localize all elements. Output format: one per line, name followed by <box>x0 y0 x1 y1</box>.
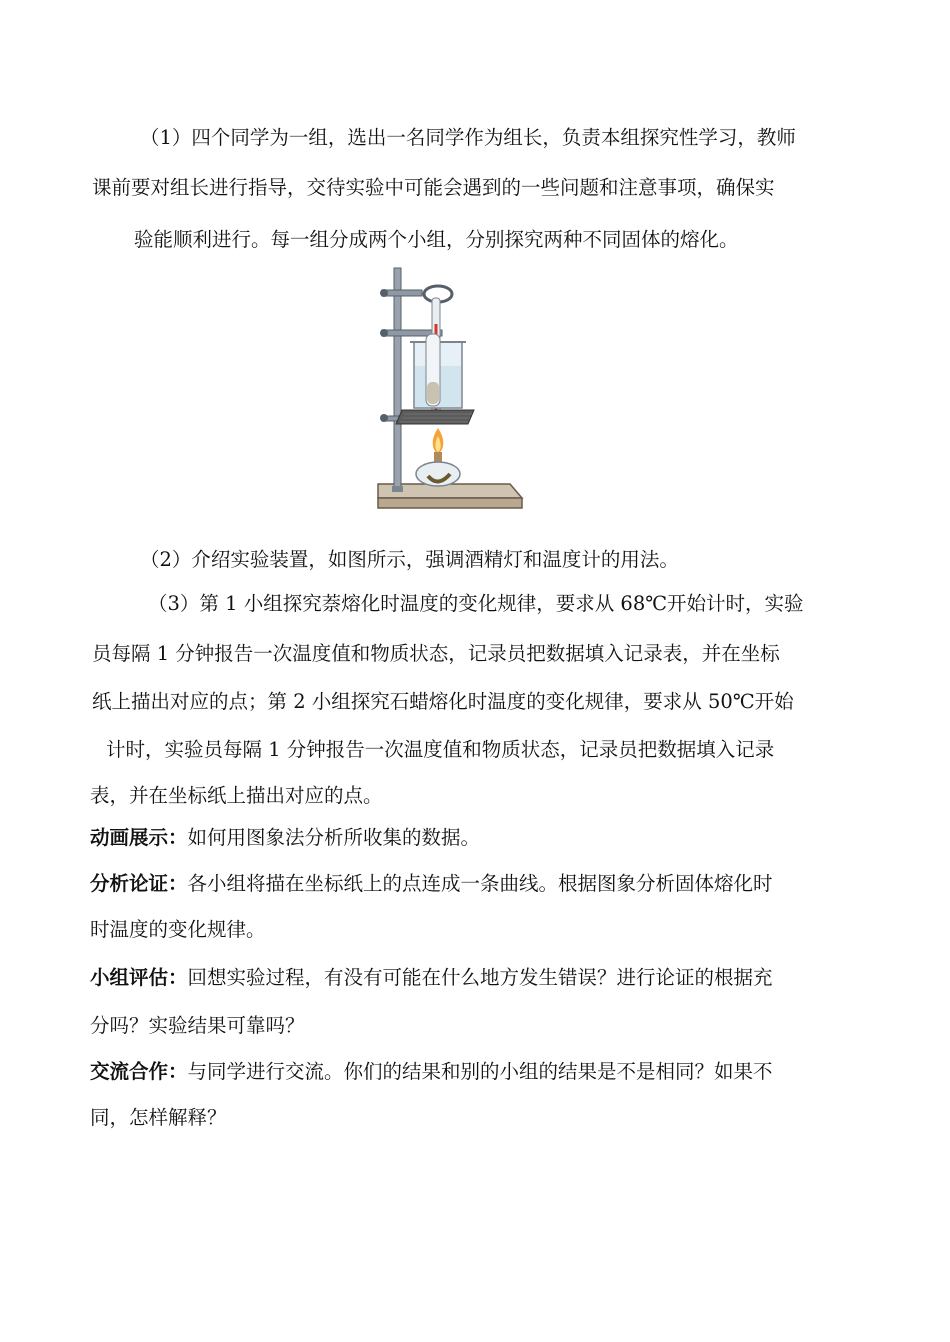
evaluation-text-1: 回想实验过程，有没有可能在什么地方发生错误？进行论证的根据充 <box>187 966 773 989</box>
animation-paragraph <box>90 824 480 852</box>
experiment-apparatus-illustration <box>370 262 530 518</box>
analysis-line-2: 时温度的变化规律。 <box>90 918 266 941</box>
analysis-text-1: 各小组将描在坐标纸上的点连成一条曲线。根据图象分析固体熔化时 <box>187 872 773 895</box>
paragraph-1-line-3: 验能顺利进行。每一组分成两个小组，分别探究两种不同固体的熔化。 <box>134 228 739 251</box>
analysis-line-1 <box>90 870 773 898</box>
evaluation-line-1 <box>90 964 773 992</box>
animation-label: 动画展示： <box>90 826 188 849</box>
paragraph-3-line-2: 员每隔 1 分钟报告一次温度值和物质状态，记录员把数据填入记录表，并在坐标 <box>92 642 780 665</box>
exchange-text-1: 与同学进行交流。你们的结果和别的小组的结果是不是相同？如果不 <box>187 1060 773 1083</box>
exchange-label: 交流合作： <box>90 1060 188 1083</box>
exchange-line-2: 同，怎样解释？ <box>90 1106 227 1129</box>
exchange-line-1 <box>90 1058 773 1086</box>
paragraph-3-line-4: 计时，实验员每隔 1 分钟报告一次温度值和物质状态，记录员把数据填入记录 <box>106 738 775 761</box>
paragraph-3-line-3: 纸上描出对应的点；第 2 小组探究石蜡熔化时温度的变化规律，要求从 50℃开始 <box>92 690 794 713</box>
analysis-label: 分析论证： <box>90 872 188 895</box>
paragraph-3-line-1: （3）第 1 小组探究萘熔化时温度的变化规律，要求从 68℃开始计时，实验 <box>148 592 804 615</box>
paragraph-1-line-1: （1）四个同学为一组，选出一名同学作为组长，负责本组探究性学习，教师 <box>140 126 796 149</box>
animation-text: 如何用图象法分析所收集的数据。 <box>187 826 481 849</box>
evaluation-line-2: 分吗？实验结果可靠吗？ <box>90 1014 305 1037</box>
paragraph-1-line-2: 课前要对组长进行指导，交待实验中可能会遇到的一些问题和注意事项，确保实 <box>92 176 775 199</box>
paragraph-2-line-1: （2）介绍实验装置，如图所示，强调酒精灯和温度计的用法。 <box>140 548 679 571</box>
paragraph-3-line-5: 表，并在坐标纸上描出对应的点。 <box>90 784 383 807</box>
evaluation-label: 小组评估： <box>90 966 188 989</box>
